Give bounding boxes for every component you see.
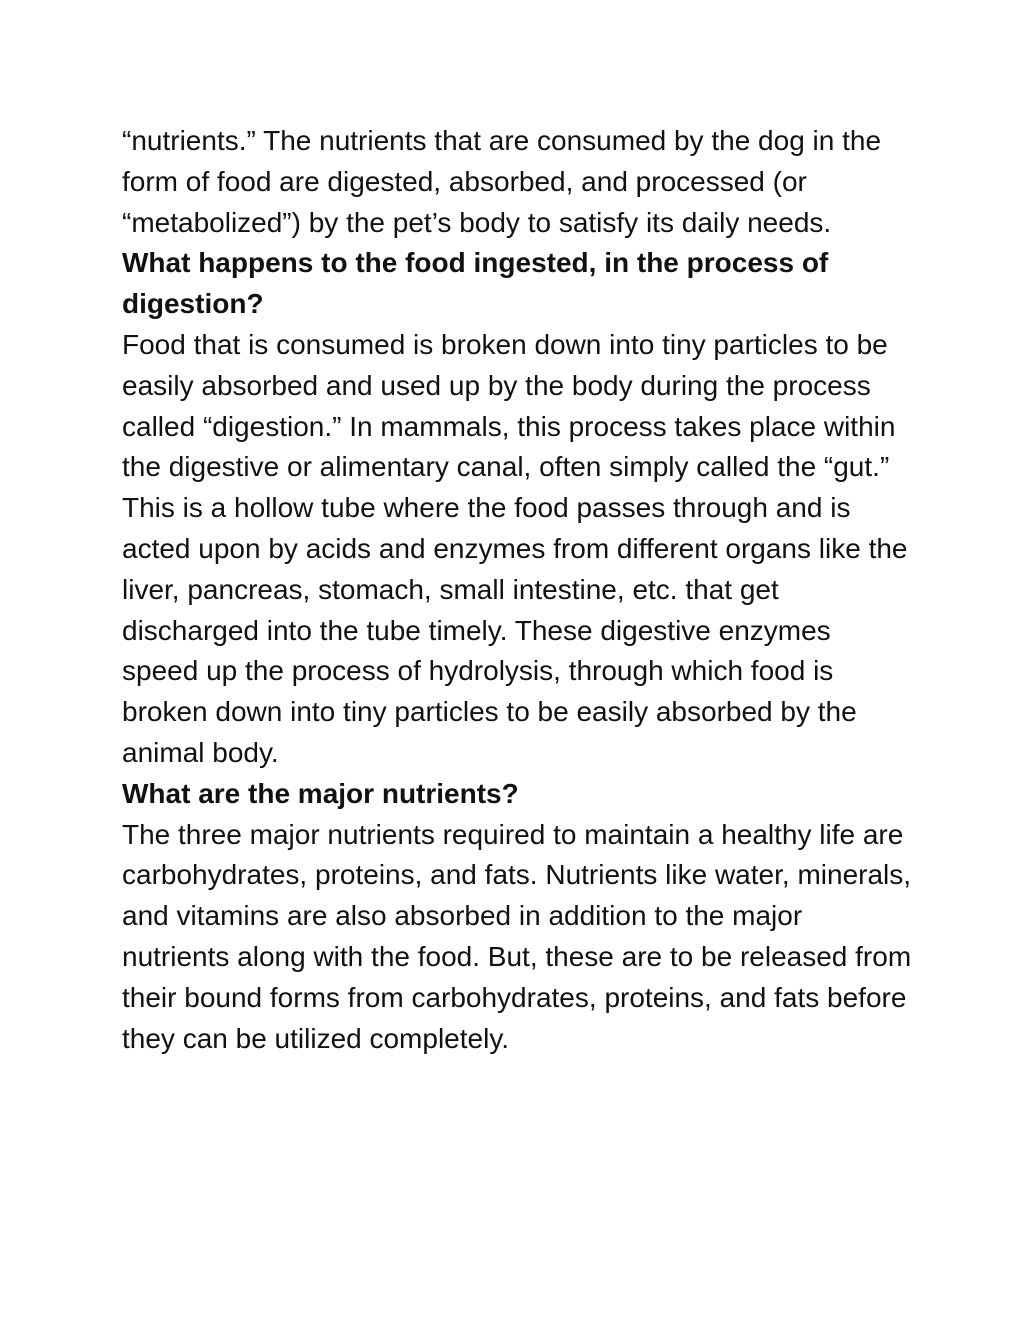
document-body (122, 121, 912, 1059)
paragraph-nutrients-intro: “nutrients.” The nutrients that are consumed by the dog in the form of food are digested, absorbed, and processed (or “metabolized”) by the pet’s body to satisfy its daily needs. (122, 125, 882, 238)
paragraph-major-nutrients-answer: The three major nutrients required to maintain a healthy life are carbohydrates, proteins, and fats. Nutrients like water, minerals, and vitamins are also absorbed in addition to the major nutrients along with the food. But, these are to be released from their bound forms from carbohydrates, proteins, and fats before they can be utilized completely. (122, 818, 912, 1054)
heading-major-nutrients-question: What are the major nutrients? (122, 777, 519, 809)
paragraph-digestion-answer: Food that is consumed is broken down into tiny particles to be easily absorbed and used up by the body during the process called “digestion.” In mammals, this process takes place within the digestive or alimentary canal, often simply called the “gut.” This is a hollow tube where the food passes through and is acted upon by acids and enzymes from different organs like the liver, pancreas, stomach, small intestine, etc. that get discharged into the tube timely. These digestive enzymes speed up the process of hydrolysis, through which food is broken down into tiny particles to be easily absorbed by the animal body. (122, 328, 908, 768)
heading-digestion-question: What happens to the food ingested, in the process of digestion? (122, 247, 829, 320)
